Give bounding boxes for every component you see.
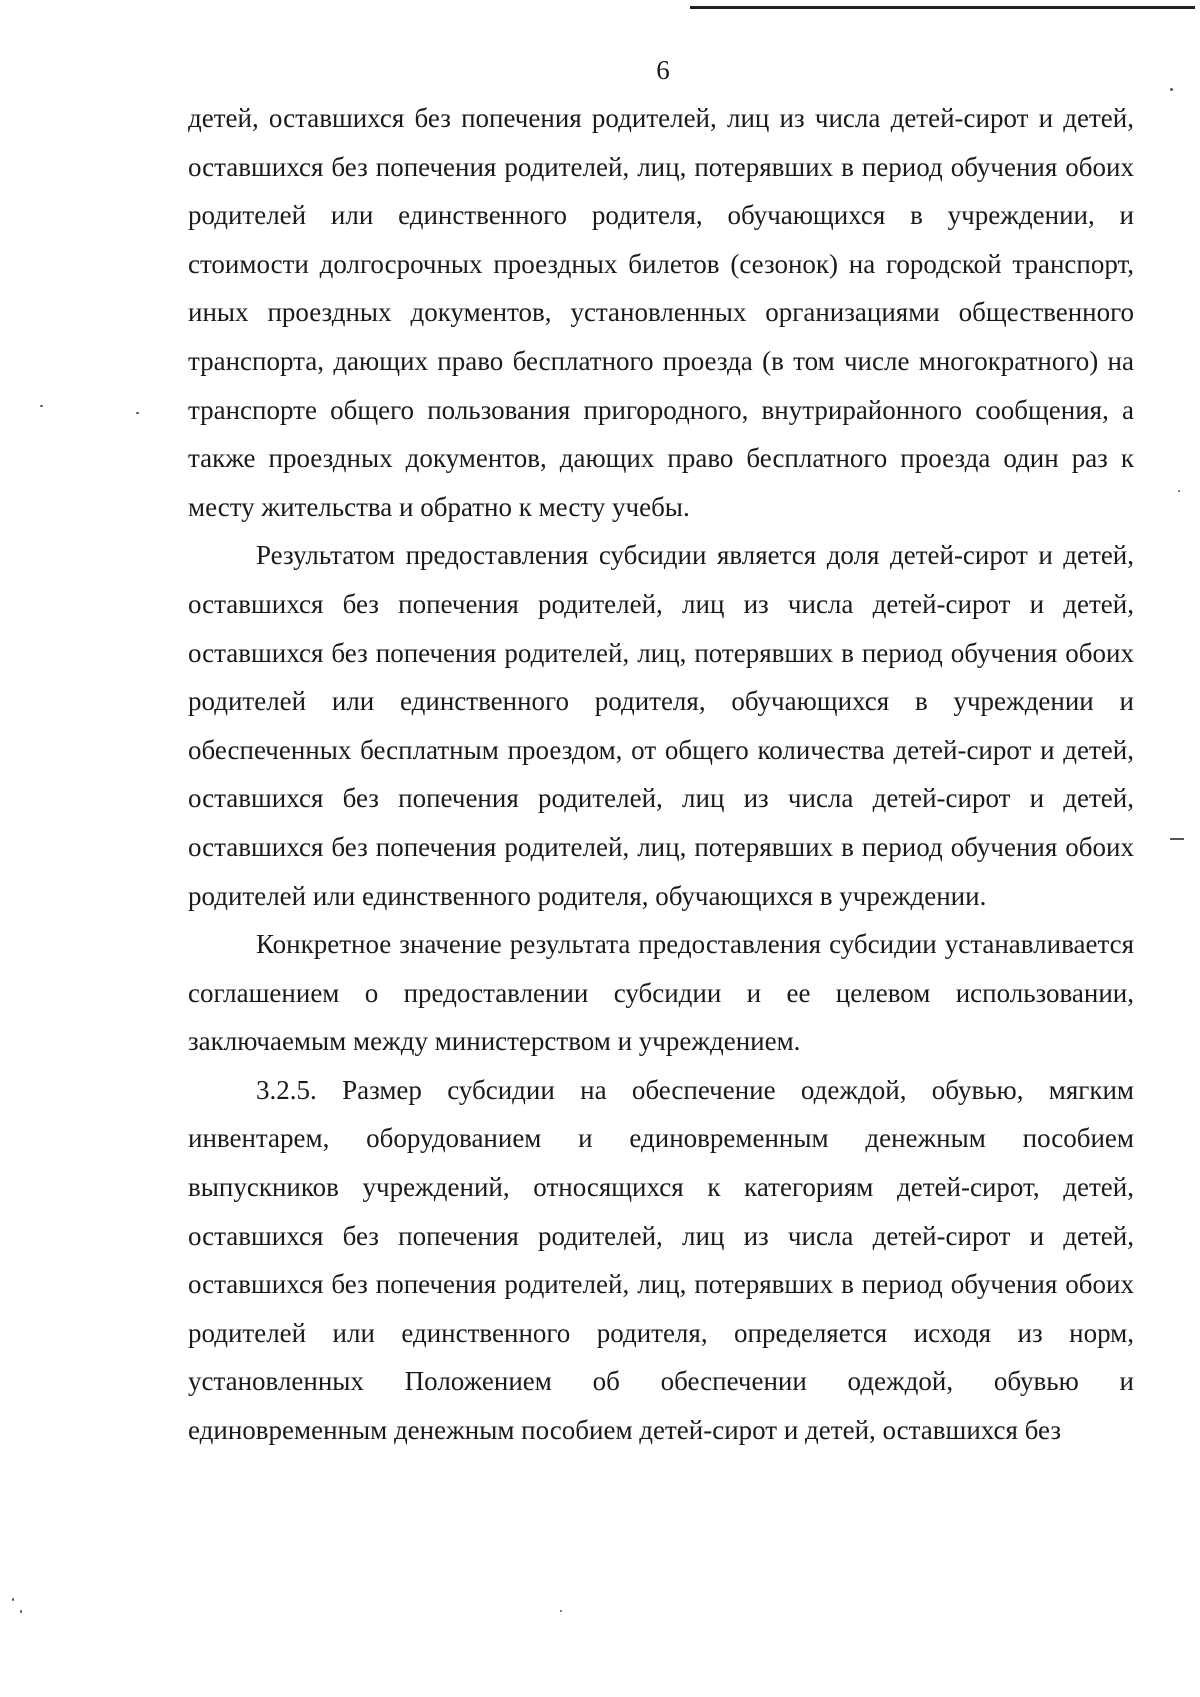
body-text [188,94,1134,1455]
scan-speck [136,412,139,414]
paragraph-clause-3-2-5: 3.2.5. Размер субсидии на обеспечение одеждой, обувью, мягким инвентарем, оборудованием и единовременным денежным пособием выпускников учреждений, относящихся к категориям детей-сирот, детей, оставшихся без попечения родителей, лиц из числа детей-сирот и детей, оставшихся без попечения родителей, лиц, потерявших в период обучения обоих родителей или единственного родителя, определяется исходя из норм, установленных Положением об обеспечении одеждой, обувью и единовременным денежным пособием детей-сирот и детей, оставшихся без [188,1074,1134,1446]
scan-speck [1178,490,1180,492]
top-border-line [690,6,1195,9]
scan-speck [560,1610,562,1612]
scan-speck [20,1610,22,1613]
page-number: 6 [656,55,670,85]
scan-speck [12,1598,14,1601]
paragraph-subsidy-result: Результатом предоставления субсидии является доля детей-сирот и детей, оставшихся без попечения родителей, лиц из числа детей-сирот и детей, оставшихся без попечения родителей, лиц, потерявших в период обучения обоих родителей или единственного родителя, обучающихся в учреждении и обеспеченных бесплатным проездом, от общего количества детей-сирот и детей, оставшихся без попечения родителей, лиц из числа детей-сирот и детей, оставшихся без попечения родителей, лиц, потерявших в период обучения обоих родителей или единственного родителя, обучающихся в учреждении. [188,540,1134,911]
paragraph-continuation: детей, оставшихся без попечения родителей, лиц из числа детей-сирот и детей, оставшихся без попечения родителей, лиц, потерявших в период обучения обоих родителей или единственного родителя, обучающихся в учреждении, и стоимости долгосрочных проездных билетов (сезонок) на городской транспорт, иных проездных документов, установленных организациями общественного транспорта, дающих право бесплатного проезда (в том числе многократного) на транспорте общего пользования пригородного, внутрирайонного сообщения, а также проездных документов, дающих право бесплатного проезда один раз к месту жительства и обратно к месту учебы. [188,103,1134,522]
paragraph-result-value: Конкретное значение результата предоставления субсидии устанавливается соглашением о предоставлении субсидии и ее целевом использовании, заключаемым между министерством и учреждением. [188,929,1134,1057]
scan-speck [1170,838,1184,840]
scan-speck [1170,88,1173,91]
scan-speck [40,405,43,407]
